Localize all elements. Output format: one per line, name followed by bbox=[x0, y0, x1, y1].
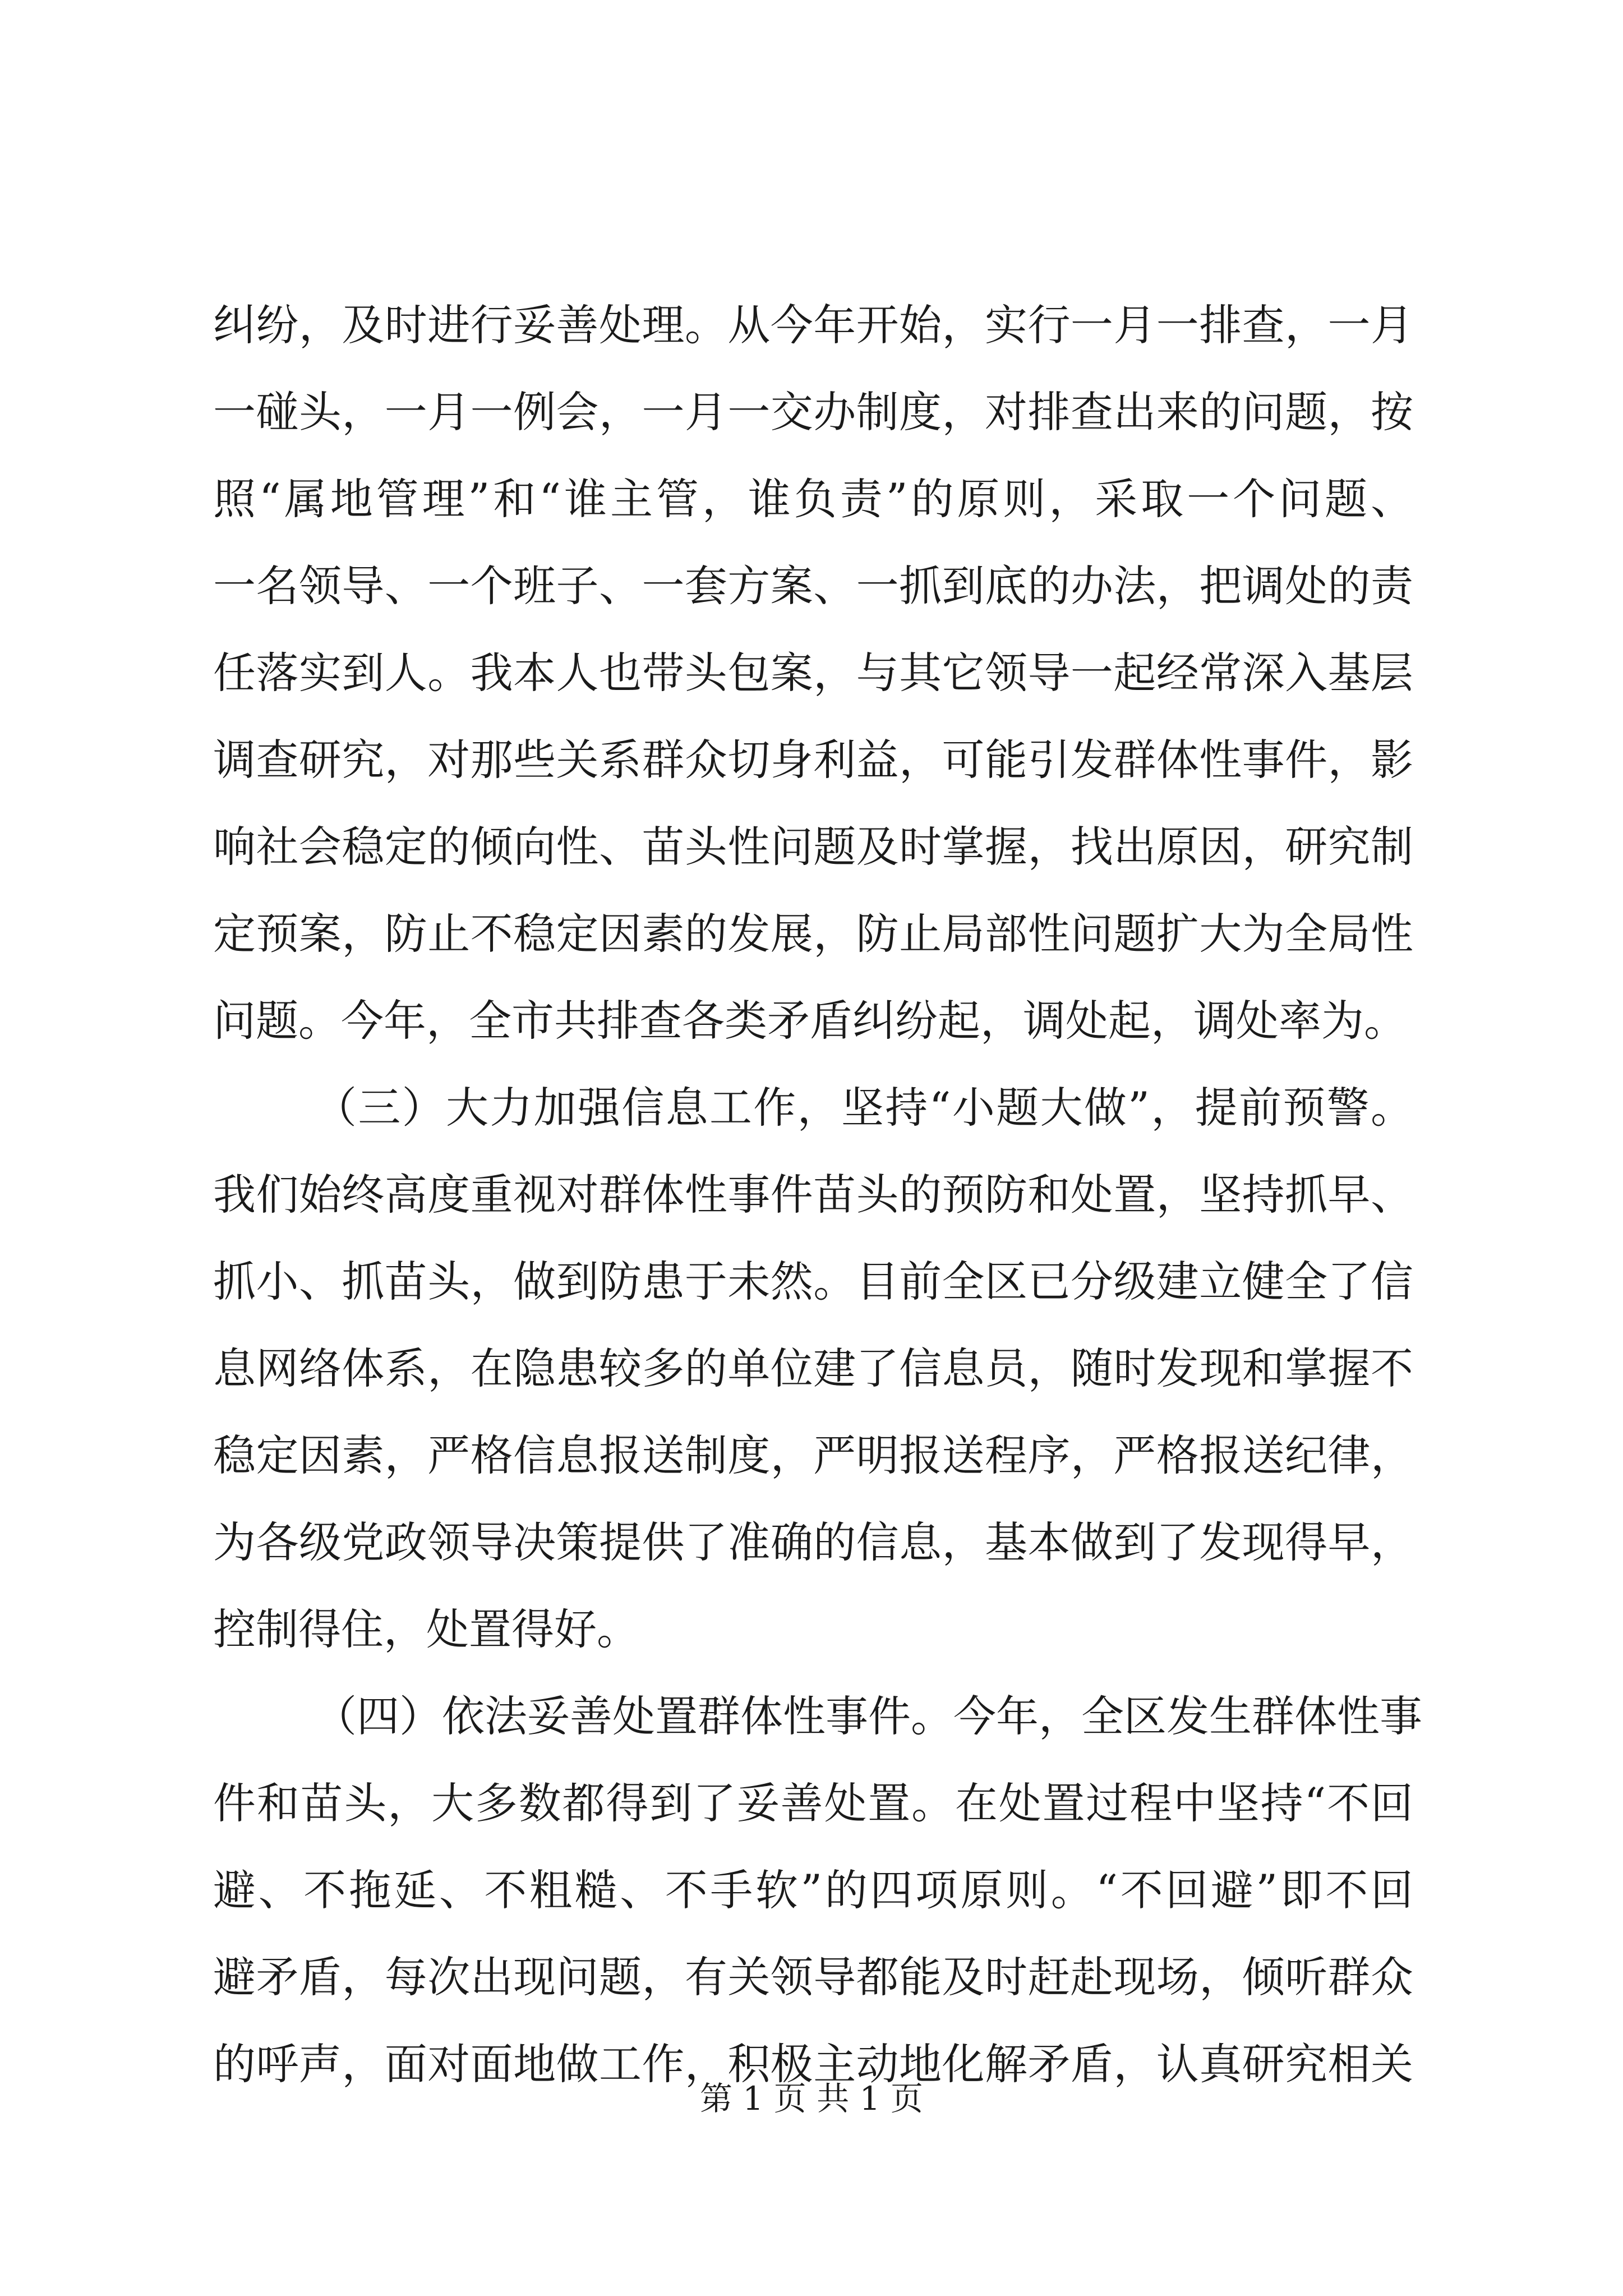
text-line-14: 稳定因素，严格信息报送制度，严明报送程序，严格报送纪律， bbox=[213, 1430, 1413, 1480]
text-line-9: 问题。今年，全市共排查各类矛盾纠纷起，调处起，调处率为。 bbox=[213, 996, 1407, 1046]
text-line-16: 控制得住，处置得好。 bbox=[213, 1604, 639, 1654]
text-line-15: 为各级党政领导决策提供了准确的信息，基本做到了发现得早， bbox=[213, 1517, 1413, 1567]
text-line-6: 调查研究，对那些关系群众切身利益，可能引发群体性事件，影 bbox=[213, 735, 1413, 785]
text-line-7: 响社会稳定的倾向性、苗头性问题及时掌握，找出原因，研究制 bbox=[213, 822, 1413, 872]
page-footer: 第 1 页 共 1 页 bbox=[700, 2079, 923, 2118]
text-line-11: 我们始终高度重视对群体性事件苗头的预防和处置，坚持抓早、 bbox=[213, 1170, 1413, 1220]
section-heading-3: （三）大力加强信息工作，坚持“小题大做”，提前预警。 bbox=[314, 1083, 1413, 1133]
text-line-1: 纠纷，及时进行妥善处理。从今年开始，实行一月一排查，一月 bbox=[213, 300, 1413, 350]
text-line-18: 件和苗头，大多数都得到了妥善处置。在处置过程中坚持“不回 bbox=[213, 1778, 1413, 1828]
text-line-20: 避矛盾，每次出现问题，有关领导都能及时赶赴现场，倾听群众 bbox=[213, 1952, 1413, 2002]
section-heading-4: （四）依法妥善处置群体性事件。今年，全区发生群体性事 bbox=[314, 1691, 1422, 1741]
text-line-8: 定预案，防止不稳定因素的发展，防止局部性问题扩大为全局性 bbox=[213, 909, 1413, 959]
text-line-19: 避、不拖延、不粗糙、不手软”的四项原则。“不回避”即不回 bbox=[213, 1865, 1413, 1915]
text-line-2: 一碰头，一月一例会，一月一交办制度，对排查出来的问题，按 bbox=[213, 387, 1413, 437]
text-line-21: 的呼声，面对面地做工作，积极主动地化解矛盾，认真研究相关 bbox=[213, 2039, 1413, 2089]
text-line-3: 照“属地管理”和“谁主管，谁负责”的原则，采取一个问题、 bbox=[213, 474, 1413, 524]
text-line-12: 抓小、抓苗头，做到防患于未然。目前全区已分级建立健全了信 bbox=[213, 1257, 1413, 1306]
text-line-13: 息网络体系，在隐患较多的单位建了信息员，随时发现和掌握不 bbox=[213, 1343, 1413, 1393]
text-line-4: 一名领导、一个班子、一套方案、一抓到底的办法，把调处的责 bbox=[213, 561, 1413, 611]
text-line-5: 任落实到人。我本人也带头包案，与其它领导一起经常深入基层 bbox=[213, 648, 1413, 698]
